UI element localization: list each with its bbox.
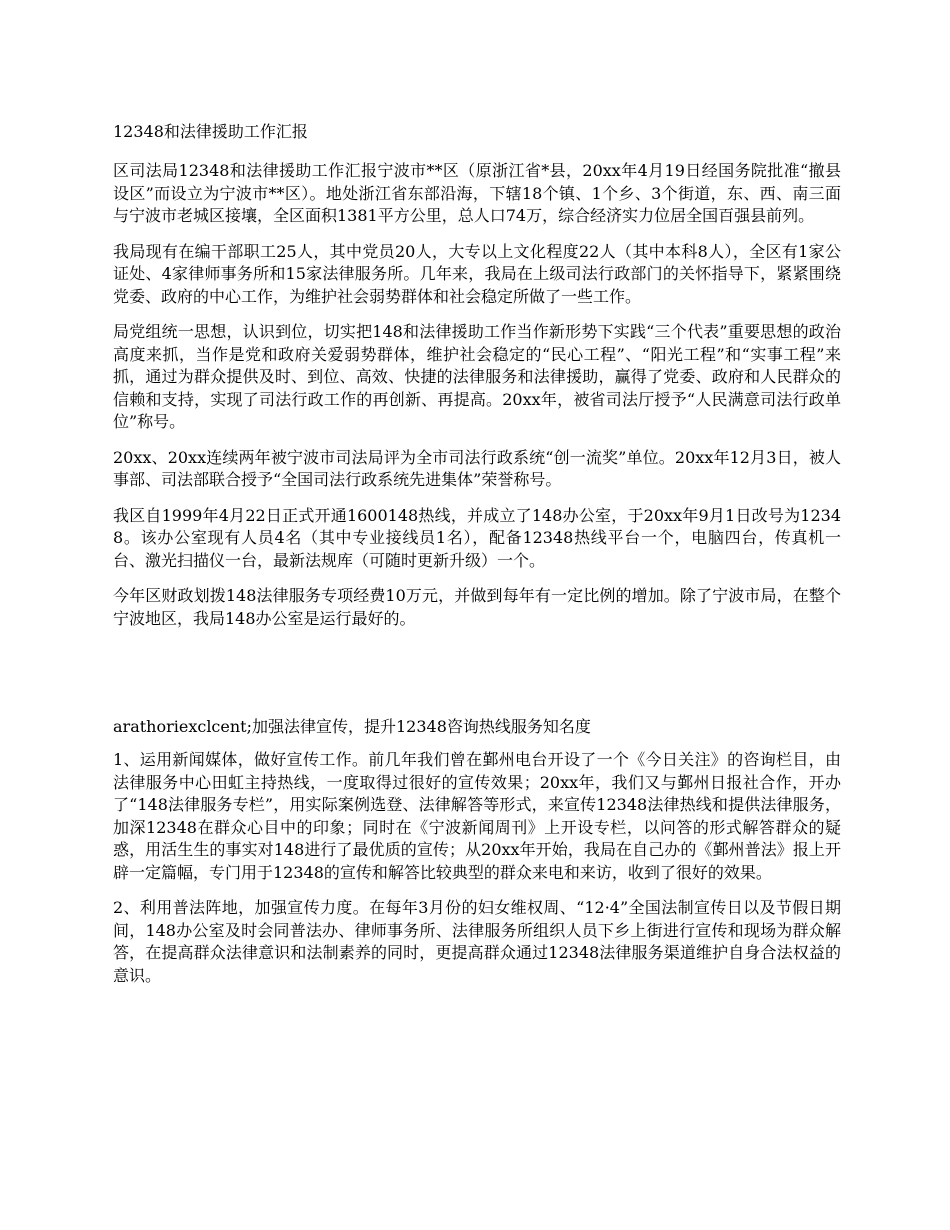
paragraph-staff: 我局现有在编干部职工25人，其中党员20人，大专以上文化程度22人（其中本科8人），全区有1家公证处、4家律师事务所和15家法律服务所。几年来，我局在上级司法行政部门的关怀指导下，紧紧围绕党委、政府的中心工作，为维护社会弱势群体和社会稳定所做了一些工作。	[113, 241, 841, 306]
paragraph-awards: 20xx、20xx连续两年被宁波市司法局评为全市司法行政系统“创一流奖”单位。20xx年12月3日，被人事部、司法部联合授予“全国司法行政系统先进集体”荣誉称号。	[113, 447, 841, 489]
document-title: 12348和法律援助工作汇报	[113, 122, 308, 141]
section-heading: arathoriexclcent;加强法律宣传，提升12348咨询热线服务知名度	[113, 717, 591, 736]
paragraph-hotline: 我区自1999年4月22日正式开通1600148热线，并成立了148办公室，于20xx年9月1日改号为12348。该办公室现有人员4名（其中专业接线员1名），配备12348热线平台一个，电脑四台，传真机一台、激光扫描仪一台，最新法规库（可随时更新升级）一个。	[113, 505, 841, 570]
section-spacer	[113, 643, 841, 715]
paragraph-media-publicity: 1、运用新闻媒体，做好宣传工作。前几年我们曾在鄞州电台开设了一个《今日关注》的咨询栏目，由法律服务中心田虹主持热线，一度取得过很好的宣传效果；20xx年，我们又与鄞州日报社合作，开办了“148法律服务专栏”，用实际案例选登、法律解答等形式，来宣传12348法律热线和提供法律服务，加深12348在群众心目中的印象；同时在《宁波新闻周刊》上开设专栏，以问答的形式解答群众的疑惑，用活生生的事实对148进行了最优质的宣传；从20xx年开始，我局在自己办的《鄞州普法》报上开辟一定篇幅，专门用于12348的宣传和解答比较典型的群众来电和来访，收到了很好的效果。	[113, 750, 841, 882]
paragraph-leadership: 局党组统一思想，认识到位，切实把148和法律援助工作当作新形势下实践“三个代表”重要思想的政治高度来抓，当作是党和政府关爱弱势群体，维护社会稳定的“民心工程”、“阳光工程”和“实事工程”来抓，通过为群众提供及时、到位、高效、快捷的法律服务和法律援助，赢得了党委、政府和人民群众的信赖和支持，实现了司法行政工作的再创新、再提高。20xx年，被省司法厅授予“人民满意司法行政单位”称号。	[113, 322, 841, 431]
paragraph-legal-education: 2、利用普法阵地，加强宣传力度。在每年3月份的妇女维权周、“12·4”全国法制宣传日以及节假日期间，148办公室及时会同普法办、律师事务所、法律服务所组织人员下乡上街进行宣传和现场为群众解答，在提高群众法律意识和法制素养的同时，更提高群众通过12348法律服务渠道维护自身合法权益的意识。	[113, 898, 841, 985]
paragraph-funding: 今年区财政划拨148法律服务专项经费10万元，并做到每年有一定比例的增加。除了宁波市局，在整个宁波地区，我局148办公室是运行最好的。	[113, 586, 841, 628]
document-page	[113, 120, 841, 1000]
paragraph-overview: 区司法局12348和法律援助工作汇报宁波市**区（原浙江省*县，20xx年4月19日经国务院批准“撤县设区”而设立为宁波市**区）。地处浙江省东部沿海，下辖18个镇、1个乡、3个街道，东、西、南三面与宁波市老城区接壤，全区面积1381平方公里，总人口74万，综合经济实力位居全国百强县前列。	[113, 161, 841, 225]
